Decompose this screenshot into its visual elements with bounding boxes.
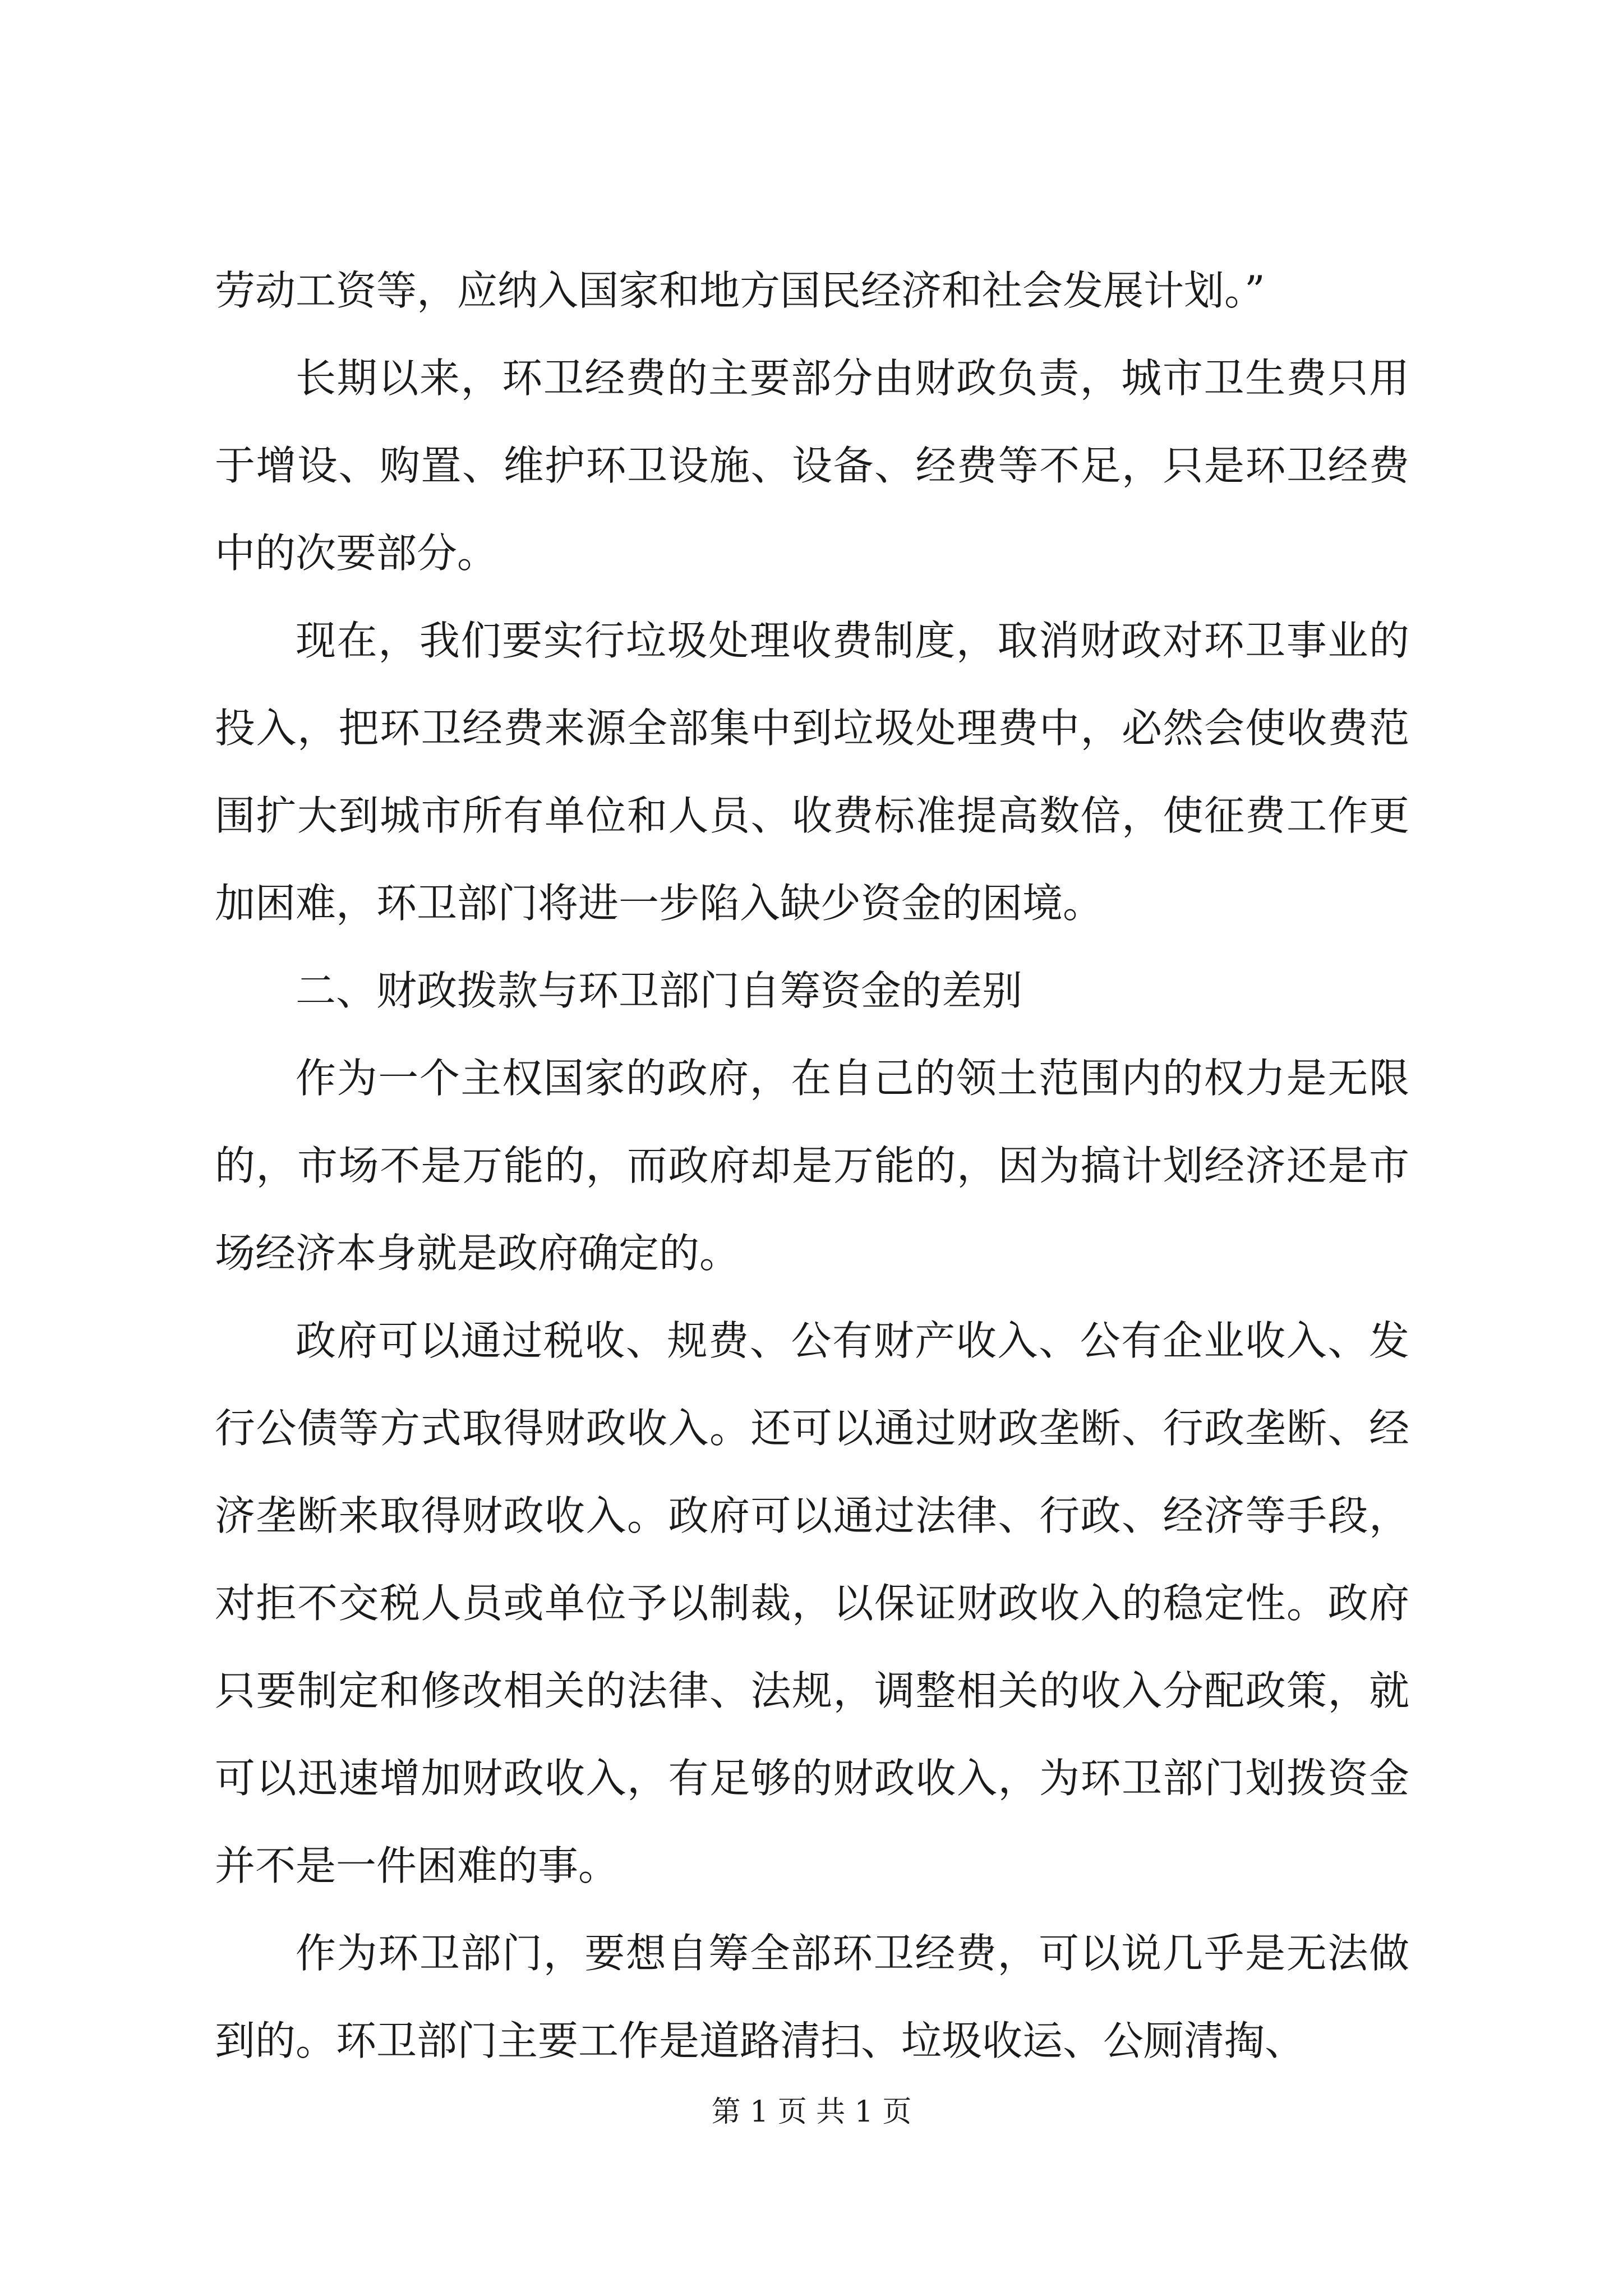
document-body	[215, 247, 1409, 2085]
paragraph: 政府可以通过税收、规费、公有财产收入、公有企业收入、发行公债等方式取得财政收入。还可以通过财政垄断、行政垄断、经济垄断来取得财政收入。政府可以通过法律、行政、经济等手段，对拒不交税人员或单位予以制裁，以保证财政收入的稳定性。政府只要制定和修改相关的法律、法规，调整相关的收入分配政策，就可以迅速增加财政收入，有足够的财政收入，为环卫部门划拨资金并不是一件困难的事。	[215, 1317, 1409, 1889]
paragraph: 长期以来，环卫经费的主要部分由财政负责，城市卫生费只用于增设、购置、维护环卫设施、设备、经费等不足，只是环卫经费中的次要部分。	[215, 355, 1409, 577]
paragraph: 作为环卫部门，要想自筹全部环卫经费，可以说几乎是无法做到的。环卫部门主要工作是道路清扫、垃圾收运、公厕清掏、	[215, 1930, 1409, 2064]
paragraph-continuation: 劳动工资等，应纳入国家和地方国民经济和社会发展计划。”	[215, 267, 1265, 314]
page-footer: 第 1 页 共 1 页	[711, 2095, 912, 2129]
paragraph: 作为一个主权国家的政府，在自己的领土范围内的权力是无限的，市场不是万能的，而政府却是万能的，因为搞计划经济还是市场经济本身就是政府确定的。	[215, 1055, 1409, 1277]
section-heading: 二、财政拨款与环卫部门自筹资金的差别	[296, 967, 1023, 1014]
paragraph: 现在，我们要实行垃圾处理收费制度，取消财政对环卫事业的投入，把环卫经费来源全部集中到垃圾处理费中，必然会使收费范围扩大到城市所有单位和人员、收费标准提高数倍，使征费工作更加困难，环卫部门将进一步陷入缺少资金的困境。	[215, 617, 1409, 927]
